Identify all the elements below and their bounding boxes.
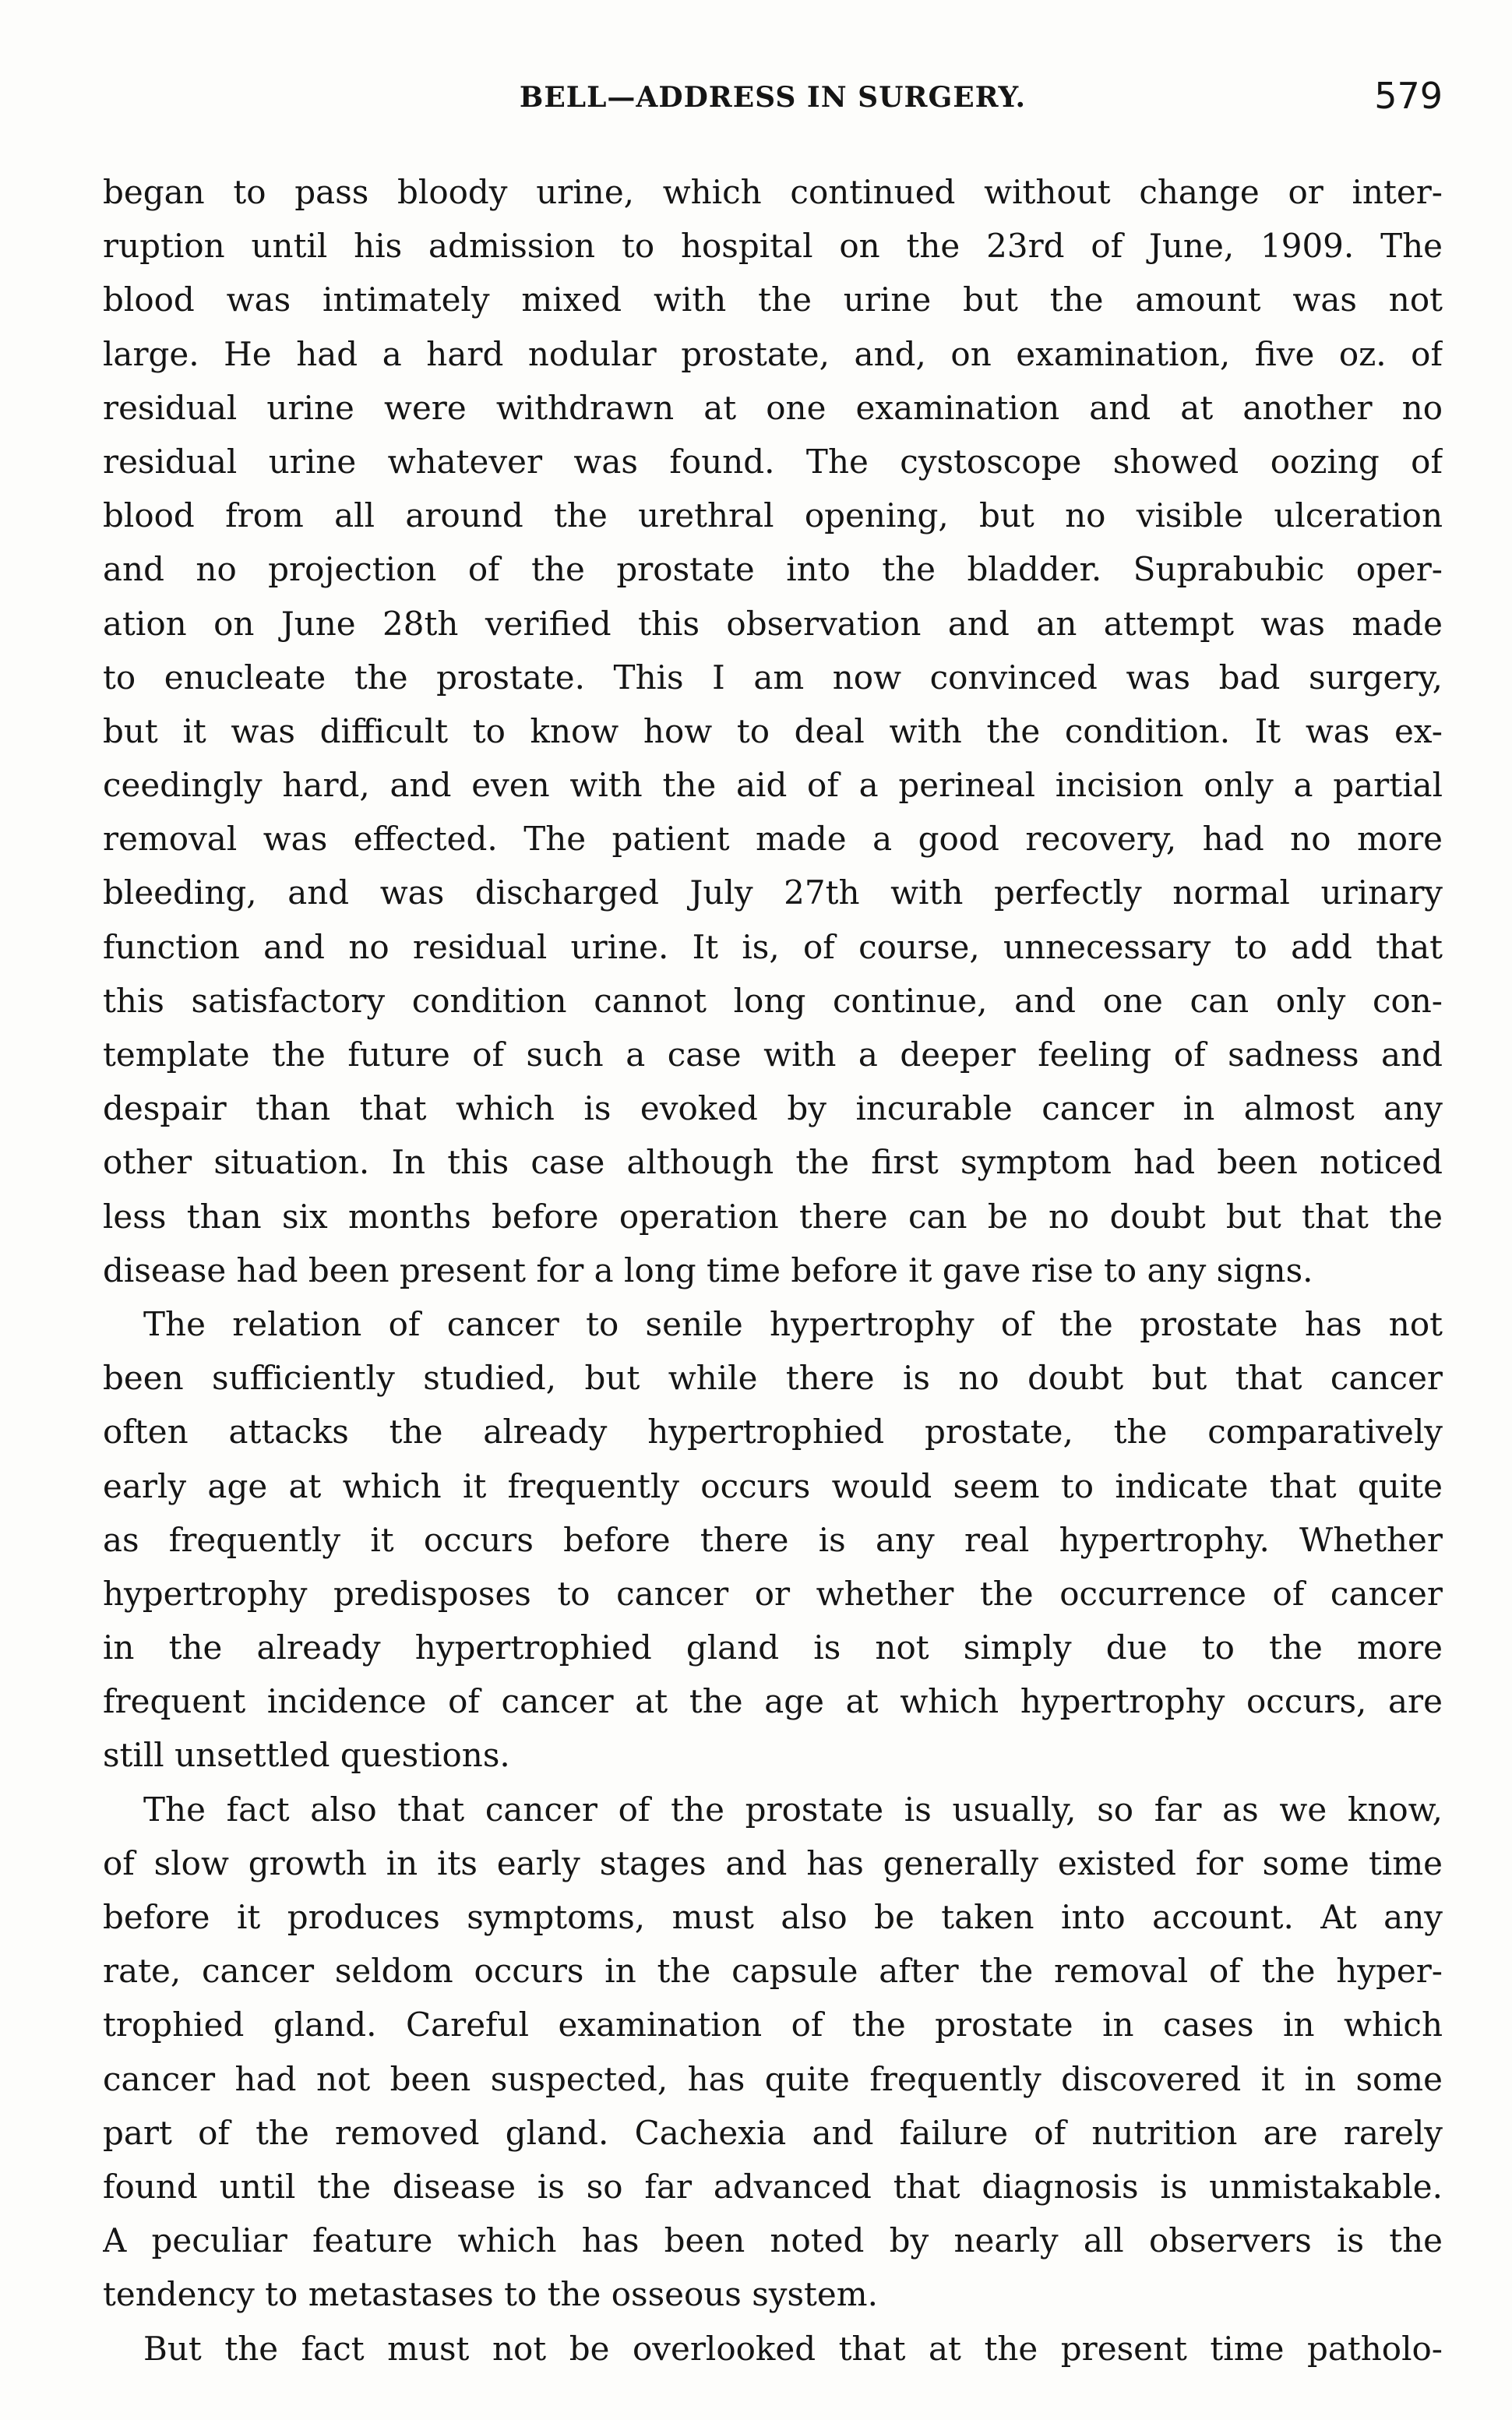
text-line: of slow growth in its early stages and has generally existed for some time [103,1843,1443,1882]
text-line: cancer had not been suspected, has quite frequently discovered it in some [103,2059,1443,2098]
text-line: trophied gland. Careful examination of the prostate in cases in which [103,2005,1443,2044]
text-line: hypertrophy predisposes to cancer or whether the occurrence of cancer [103,1574,1443,1613]
text-line: to enucleate the prostate. This I am now convinced was bad surgery, [103,658,1443,697]
text-line: despair than that which is evoked by incurable cancer in almost any [103,1089,1443,1128]
text-line: still unsettled questions. [103,1736,510,1775]
text-line: this satisfactory condition cannot long continue, and one can only con- [103,981,1443,1020]
text-line: ation on June 28th verified this observation and an attempt was made [103,604,1443,643]
text-line: frequent incidence of cancer at the age at which hypertrophy occurs, are [103,1682,1443,1721]
text-line: in the already hypertrophied gland is not simply due to the more [103,1628,1443,1667]
text-line: blood from all around the urethral opening, but no visible ulceration [103,496,1443,535]
text-line: tendency to metastases to the osseous system. [103,2275,878,2314]
body-text [103,165,1443,2376]
text-line: disease had been present for a long time before it gave rise to any signs. [103,1251,1313,1289]
text-line: rate, cancer seldom occurs in the capsule after the removal of the hyper- [103,1952,1443,1991]
running-title: BELL—ADDRESS IN SURGERY. [519,81,1027,114]
text-line: The relation of cancer to senile hypertrophy of the prostate has not [143,1304,1443,1343]
text-line: removal was effected. The patient made a good recovery, had no more [103,820,1443,859]
text-line: as frequently it occurs before there is any real hypertrophy. Whether [103,1520,1443,1559]
text-line: But the fact must not be overlooked that at the present time patholo- [143,2329,1443,2368]
text-line: often attacks the already hypertrophied prostate, the comparatively [103,1413,1443,1452]
text-line: ceedingly hard, and even with the aid of a perineal incision only a partial [103,766,1443,805]
running-head [103,75,1443,122]
page-number: 579 [1374,75,1443,117]
text-line: part of the removed gland. Cachexia and failure of nutrition are rarely [103,2113,1443,2152]
text-line: blood was intimately mixed with the urine but the amount was not [103,280,1443,319]
text-line: began to pass bloody urine, which continued without change or inter- [103,173,1443,211]
text-line: bleeding, and was discharged July 27th with perfectly normal urinary [103,873,1443,912]
text-line: residual urine were withdrawn at one examination and at another no [103,388,1443,427]
text-line: been sufficiently studied, but while there is no doubt but that cancer [103,1359,1443,1398]
text-line: found until the disease is so far advanced that diagnosis is unmistakable. [103,2167,1443,2206]
text-line: early age at which it frequently occurs would seem to indicate that quite [103,1466,1443,1505]
text-line: but it was difficult to know how to deal with the condition. It was ex- [103,711,1443,750]
text-line: The fact also that cancer of the prostate is usually, so far as we know, [143,1790,1443,1829]
text-line: large. He had a hard nodular prostate, and, on examination, five oz. of [103,334,1443,373]
text-line: before it produces symptoms, must also be taken into account. At any [103,1898,1443,1936]
text-line: A peculiar feature which has been noted by nearly all observers is the [103,2221,1443,2260]
text-line: template the future of such a case with a deeper feeling of sadness and [103,1035,1443,1074]
text-line: function and no residual urine. It is, of course, unnecessary to add that [103,927,1443,966]
text-line: less than six months before operation there can be no doubt but that the [103,1197,1443,1236]
text-line: ruption until his admission to hospital on the 23rd of June, 1909. The [103,227,1443,266]
text-line: other situation. In this case although the first symptom had been noticed [103,1143,1443,1182]
text-line: residual urine whatever was found. The cystoscope showed oozing of [103,442,1443,481]
text-line: and no projection of the prostate into the bladder. Suprabubic oper- [103,550,1443,589]
